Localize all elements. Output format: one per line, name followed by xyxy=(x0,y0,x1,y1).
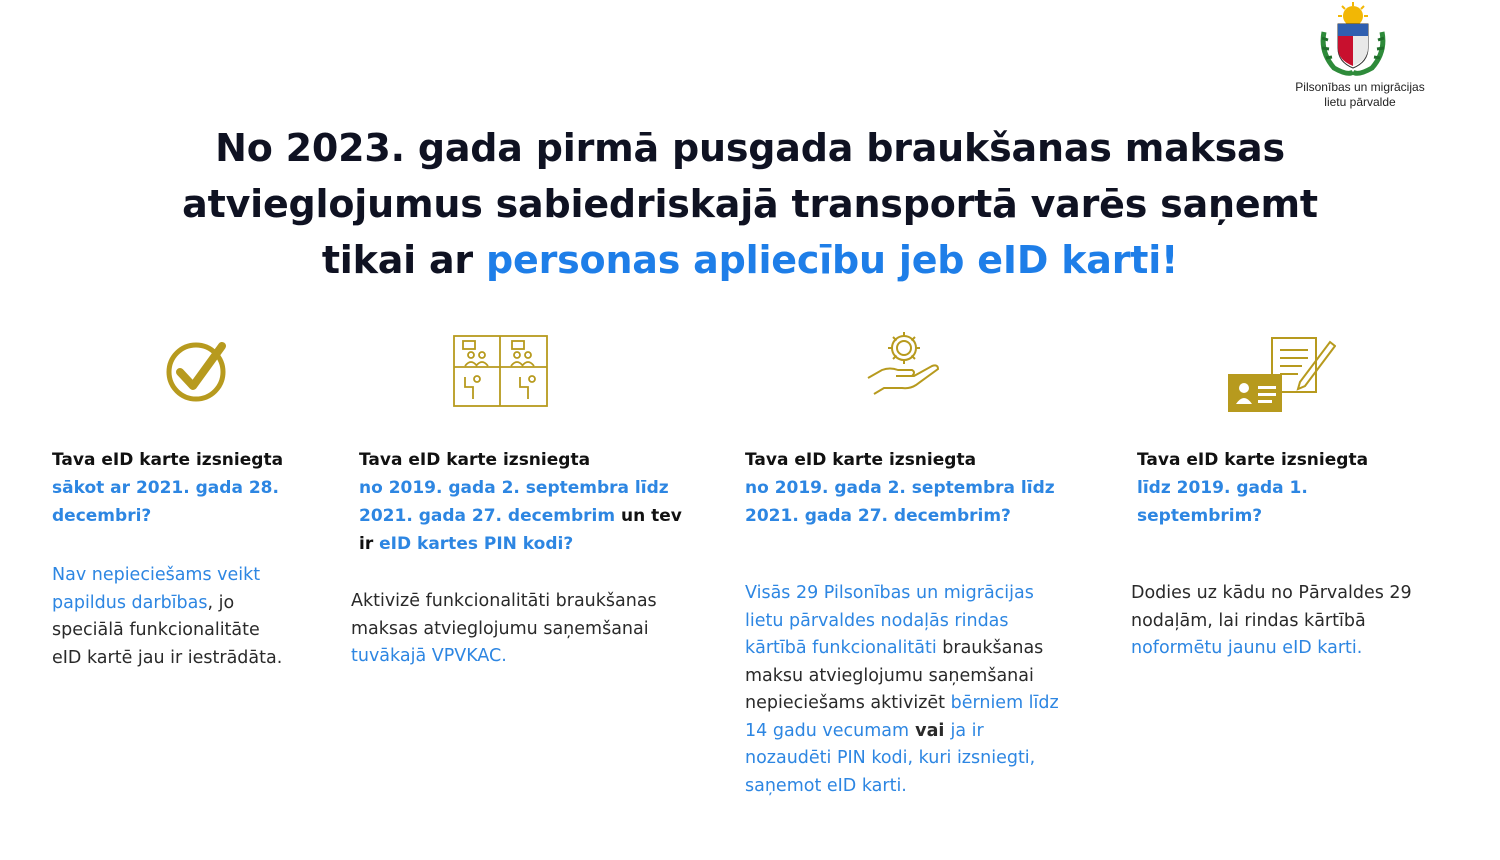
answer-3-highlight-3: ja ir nozaudēti PIN kodi, kuri izsniegti, saņemot eID karti. xyxy=(745,720,1036,796)
question-2-lead: Tava eID karte izsniegta xyxy=(359,450,591,470)
question-3 xyxy=(745,446,1080,530)
answer-4-text: Dodies uz kādu no Pārvaldes 29 nodaļām, lai rindas kārtībā xyxy=(1131,583,1412,631)
checkmark-icon xyxy=(164,336,234,406)
question-2-body xyxy=(359,474,689,558)
column-4 xyxy=(1131,446,1437,663)
question-2-date: no 2019. gada 2. septembra līdz 2021. gada 27. decembrim xyxy=(359,478,669,526)
question-1-lead: Tava eID karte izsniegta xyxy=(52,450,284,470)
org-line-2: lietu pārvalde xyxy=(1324,95,1396,109)
question-2-pin: eID kartes PIN kodi? xyxy=(379,534,574,554)
answer-4-highlight: noformētu jaunu eID karti. xyxy=(1131,638,1363,658)
headline-line-3 xyxy=(60,232,1440,288)
question-3-lead: Tava eID karte izsniegta xyxy=(745,450,977,470)
column-1 xyxy=(52,446,312,672)
question-4-lead: Tava eID karte izsniegta xyxy=(1137,450,1369,470)
question-2 xyxy=(359,446,689,558)
column-3 xyxy=(745,446,1080,800)
answer-2-highlight: tuvākajā VPVKAC. xyxy=(351,646,507,666)
headline-line-3-plain: tikai ar xyxy=(321,238,486,282)
answer-3-text-1: braukšanas maksu atvieglojumu saņemšanai nepieciešams aktivizēt xyxy=(745,638,1044,713)
column-2 xyxy=(351,446,689,671)
answer-1-highlight: Nav nepieciešams veikt papildus darbības xyxy=(52,565,261,613)
id-card-document-icon xyxy=(1228,334,1336,416)
headline-line-1: No 2023. gada pirmā pusgada braukšanas maksas xyxy=(215,126,1285,170)
answer-3-highlight-2: bērniem līdz 14 gadu vecumam xyxy=(745,693,1059,741)
gear-hand-icon xyxy=(866,326,944,398)
answer-2 xyxy=(351,588,691,671)
answer-3 xyxy=(745,580,1070,800)
question-2-connector: un tev ir xyxy=(359,506,682,554)
answer-1-text: , jo speciālā funkcionalitāte eID kartē jau ir iestrādāta. xyxy=(52,592,283,668)
question-1-date: sākot ar 2021. gada 28. decembri? xyxy=(52,478,279,526)
answer-3-text-2: vai xyxy=(909,720,951,741)
answer-3-highlight-1: Visās 29 Pilsonības un migrācijas lietu pārvaldes nodaļās rindas kārtībā funkcionalitāti xyxy=(745,583,1034,658)
answer-4 xyxy=(1131,580,1431,663)
answer-1 xyxy=(52,562,292,672)
answer-2-text: Aktivizē funkcionalitāti braukšanas maksas atvieglojumu saņemšanai xyxy=(351,591,657,639)
org-line-1: Pilsonības un migrācijas xyxy=(1295,80,1425,94)
headline-highlight: personas apliecību jeb eID karti! xyxy=(486,238,1179,282)
office-workplaces-icon xyxy=(453,335,548,407)
question-1 xyxy=(52,446,312,530)
headline-line-2: atvieglojumus sabiedriskajā transportā varēs saņemt xyxy=(182,182,1318,226)
coat-of-arms-logo xyxy=(1318,2,1388,78)
question-4 xyxy=(1137,446,1437,530)
question-3-date: no 2019. gada 2. septembra līdz 2021. gada 27. decembrim? xyxy=(745,478,1055,526)
page-headline xyxy=(60,120,1440,288)
organization-name xyxy=(1272,80,1448,110)
question-4-date: līdz 2019. gada 1. septembrim? xyxy=(1137,478,1308,526)
